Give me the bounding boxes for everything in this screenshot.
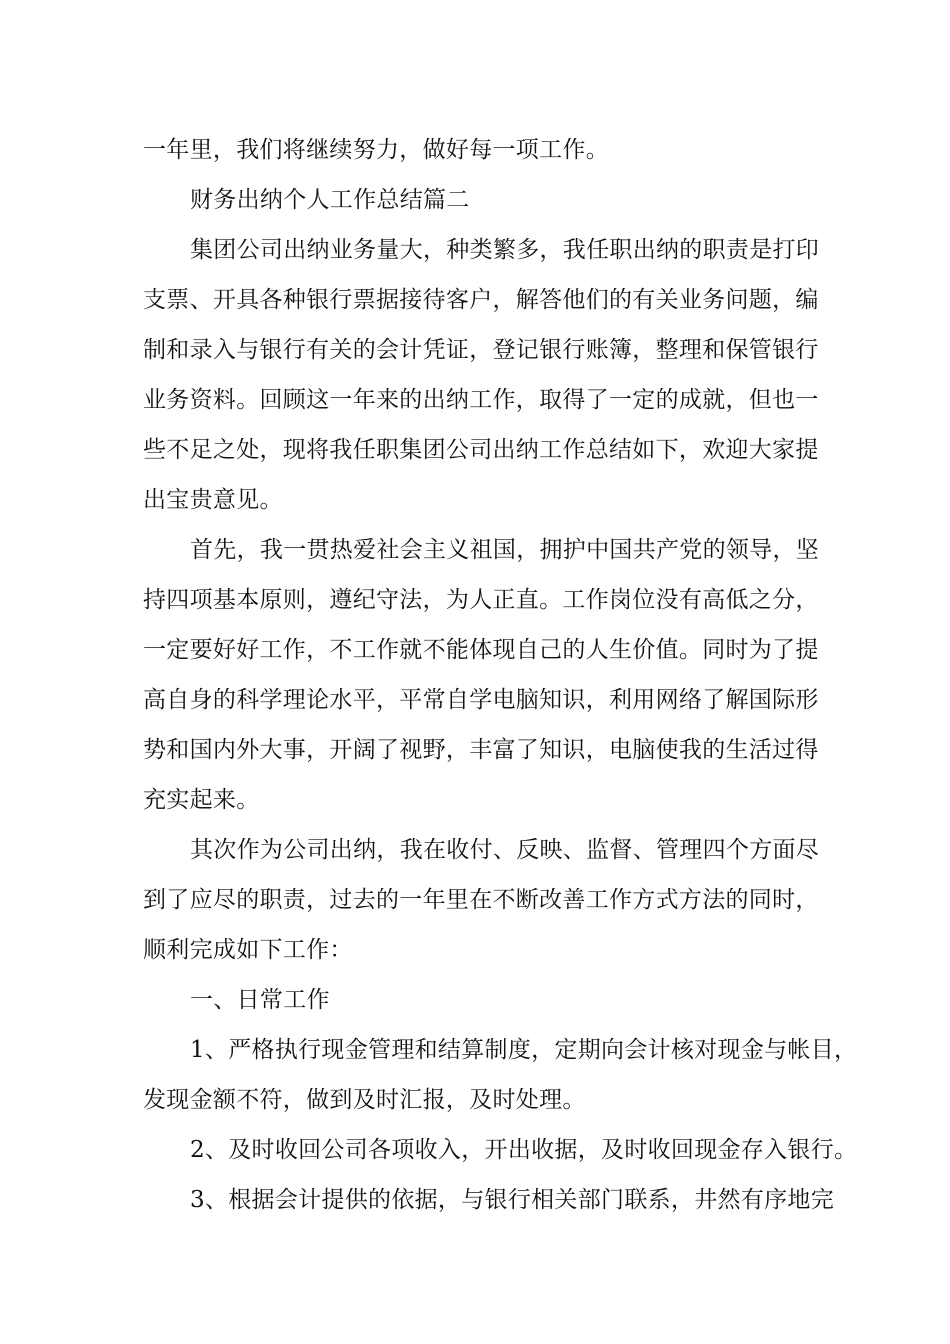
text-line-15: 其次作为公司出纳，我在收付、反映、监督、管理四个方面尽 [190,837,820,863]
text-line-6: 业务资料。回顾这一年来的出纳工作，取得了一定的成就，但也一 [143,387,819,413]
text-line-14: 充实起来。 [143,787,260,813]
list-item-1-continued: 发现金额不符，做到及时汇报，及时处理。 [143,1087,586,1113]
text-line-1: 一年里，我们将继续努力，做好每一项工作。 [143,137,609,163]
text-line-16: 到了应尽的职责，过去的一年里在不断改善工作方式方法的同时， [143,887,819,913]
section-heading: 财务出纳个人工作总结篇二 [190,187,470,213]
list-item-1: 1、严格执行现金管理和结算制度，定期向会计核对现金与帐目， [190,1037,858,1063]
text-line-7: 些不足之处，现将我任职集团公司出纳工作总结如下，欢迎大家提 [143,437,819,463]
text-line-9: 首先，我一贯热爱社会主义祖国，拥护中国共产党的领导，坚 [190,537,820,563]
text-line-8: 出宝贵意见。 [143,487,283,513]
text-line-13: 势和国内外大事，开阔了视野，丰富了知识，电脑使我的生活过得 [143,737,819,763]
list-item-2: 2、及时收回公司各项收入，开出收据，及时收回现金存入银行。 [190,1137,858,1163]
text-line-11: 一定要好好工作，不工作就不能体现自己的人生价值。同时为了提 [143,637,819,663]
text-line-4: 支票、开具各种银行票据接待客户，解答他们的有关业务问题，编 [143,287,819,313]
text-line-12: 高自身的科学理论水平，平常自学电脑知识，利用网络了解国际形 [143,687,819,713]
text-line-3: 集团公司出纳业务量大，种类繁多，我任职出纳的职责是打印 [190,237,820,263]
text-line-10: 持四项基本原则，遵纪守法，为人正直。工作岗位没有高低之分， [143,587,819,613]
subsection-heading: 一、日常工作 [190,987,330,1013]
text-line-5: 制和录入与银行有关的会计凭证，登记银行账簿，整理和保管银行 [143,337,819,363]
text-line-17: 顺利完成如下工作： [143,937,353,963]
list-item-3: 3、根据会计提供的依据，与银行相关部门联系，井然有序地完 [190,1187,835,1213]
